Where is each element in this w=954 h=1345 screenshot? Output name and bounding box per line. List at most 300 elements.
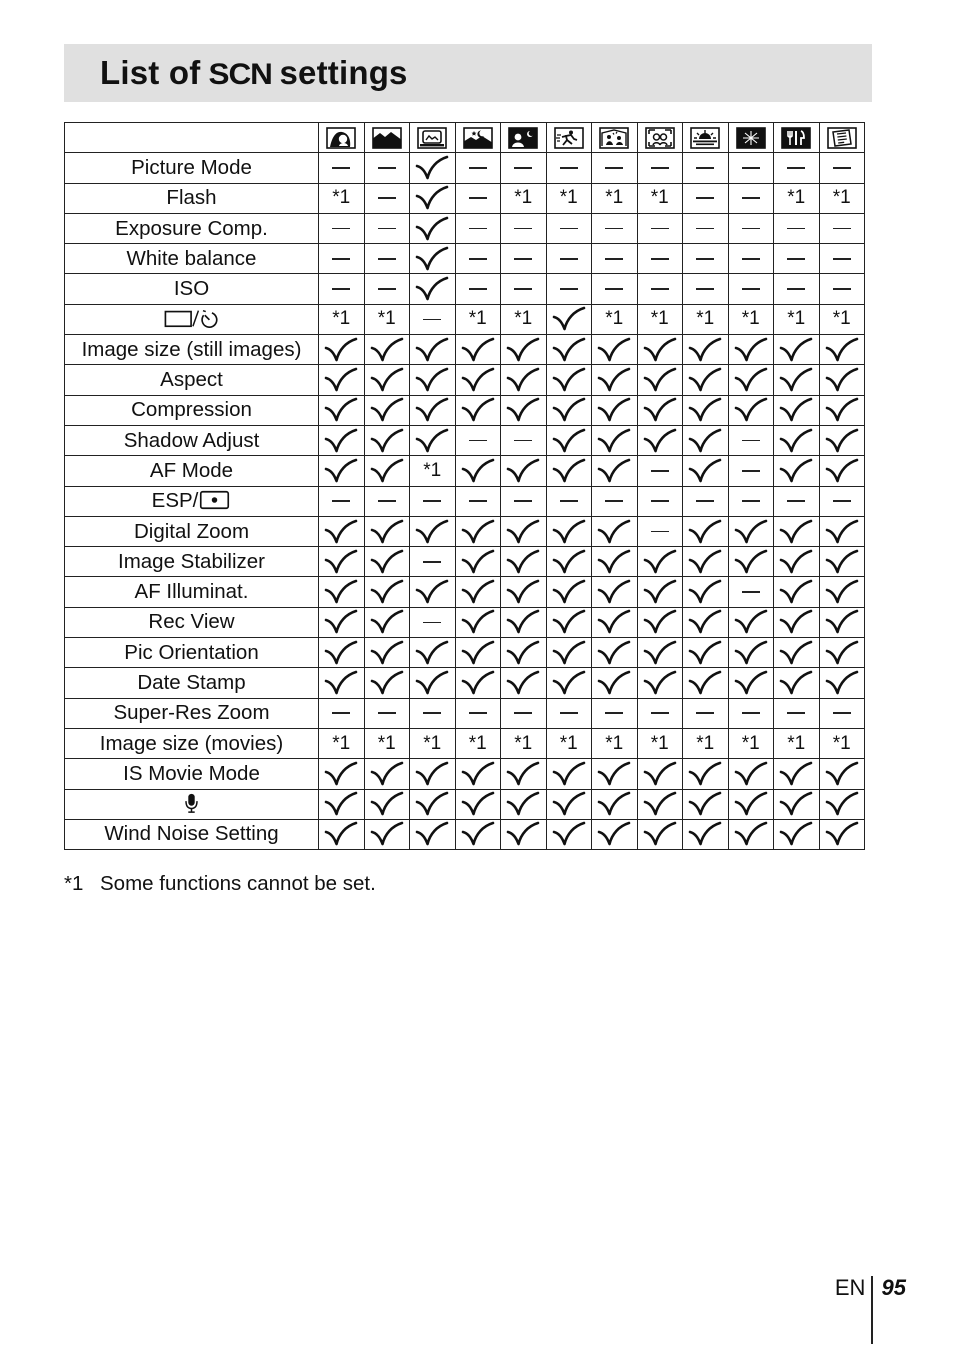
cell-unavailable bbox=[501, 425, 547, 455]
check-mark-icon bbox=[461, 791, 495, 817]
cell-unavailable bbox=[728, 425, 774, 455]
check-mark-icon bbox=[461, 670, 495, 696]
dash-mark bbox=[833, 712, 851, 714]
row-label bbox=[65, 638, 319, 668]
cell-note bbox=[637, 183, 683, 213]
check-mark-icon bbox=[688, 367, 722, 393]
cell-available bbox=[546, 607, 592, 637]
cell-available bbox=[728, 789, 774, 819]
cell-available bbox=[410, 577, 456, 607]
dash-mark bbox=[469, 197, 487, 199]
cell-available bbox=[774, 819, 820, 849]
check-mark-icon bbox=[643, 640, 677, 666]
cell-available bbox=[728, 759, 774, 789]
cell-available bbox=[728, 607, 774, 637]
cell-available bbox=[455, 577, 501, 607]
hand-held-starlight-icon bbox=[417, 127, 447, 149]
dash-mark bbox=[332, 258, 350, 260]
cell-unavailable bbox=[592, 244, 638, 274]
check-mark-icon bbox=[506, 458, 540, 484]
dash-mark bbox=[833, 228, 851, 230]
cell-available bbox=[319, 759, 365, 789]
cell-available bbox=[683, 668, 729, 698]
cell-available bbox=[637, 759, 683, 789]
cell-unavailable bbox=[410, 547, 456, 577]
dash-mark bbox=[378, 712, 396, 714]
cell-unavailable bbox=[455, 698, 501, 728]
dash-mark bbox=[378, 258, 396, 260]
dash-mark bbox=[378, 228, 396, 230]
dash-mark bbox=[651, 470, 669, 472]
check-mark-icon bbox=[779, 549, 813, 575]
cell-available bbox=[683, 516, 729, 546]
cell-available bbox=[455, 668, 501, 698]
table-row bbox=[65, 516, 865, 546]
table-row bbox=[65, 304, 865, 334]
dash-mark bbox=[833, 288, 851, 290]
check-mark-icon bbox=[324, 337, 358, 363]
cell-available bbox=[319, 638, 365, 668]
scn-settings-table bbox=[64, 122, 865, 850]
row-label-text: AF Illuminat. bbox=[134, 580, 249, 604]
cell-available bbox=[774, 425, 820, 455]
landscape-scene-icon bbox=[372, 127, 402, 149]
cell-available bbox=[819, 395, 865, 425]
cell-available bbox=[592, 577, 638, 607]
check-mark-icon bbox=[779, 821, 813, 847]
cell-available bbox=[637, 819, 683, 849]
cell-available bbox=[455, 335, 501, 365]
portrait-scene-icon bbox=[326, 127, 356, 149]
table-body bbox=[65, 153, 865, 850]
cell-available bbox=[455, 456, 501, 486]
footnote-ref: *1 bbox=[468, 732, 487, 754]
fireworks-scene-icon bbox=[736, 127, 766, 149]
cell-available bbox=[592, 819, 638, 849]
check-mark-icon bbox=[825, 821, 859, 847]
dash-mark bbox=[651, 712, 669, 714]
cell-unavailable bbox=[319, 486, 365, 516]
check-mark-icon bbox=[734, 791, 768, 817]
cell-available bbox=[774, 638, 820, 668]
check-mark-icon bbox=[643, 397, 677, 423]
table-row bbox=[65, 244, 865, 274]
row-label bbox=[65, 304, 319, 334]
dash-mark bbox=[605, 288, 623, 290]
check-mark-icon bbox=[370, 579, 404, 605]
row-label-text: IS Movie Mode bbox=[123, 761, 260, 785]
cell-available bbox=[501, 577, 547, 607]
dash-mark bbox=[787, 167, 805, 169]
cell-unavailable bbox=[364, 274, 410, 304]
dash-mark bbox=[332, 500, 350, 502]
cell-unavailable bbox=[546, 213, 592, 243]
check-mark-icon bbox=[461, 397, 495, 423]
cell-available bbox=[774, 607, 820, 637]
cell-available bbox=[592, 607, 638, 637]
cell-unavailable bbox=[364, 153, 410, 183]
check-mark-icon bbox=[461, 549, 495, 575]
check-mark-icon bbox=[415, 337, 449, 363]
check-mark-icon bbox=[370, 549, 404, 575]
table-row bbox=[65, 335, 865, 365]
cell-unavailable bbox=[819, 274, 865, 304]
check-mark-icon bbox=[324, 640, 358, 666]
cell-available bbox=[683, 547, 729, 577]
cell-unavailable bbox=[819, 698, 865, 728]
cell-unavailable bbox=[319, 274, 365, 304]
check-mark-icon bbox=[461, 519, 495, 545]
check-mark-icon bbox=[415, 670, 449, 696]
dash-mark bbox=[560, 258, 578, 260]
row-label-text: White balance bbox=[126, 246, 257, 270]
dash-mark bbox=[696, 258, 714, 260]
cell-available bbox=[546, 759, 592, 789]
check-mark-icon bbox=[825, 670, 859, 696]
cell-available bbox=[819, 547, 865, 577]
cell-unavailable bbox=[774, 486, 820, 516]
cell-available bbox=[592, 395, 638, 425]
cell-note bbox=[637, 304, 683, 334]
table-header-row bbox=[65, 123, 865, 153]
column-header bbox=[546, 123, 592, 153]
footnote-ref: *1 bbox=[514, 308, 533, 330]
cell-note bbox=[819, 304, 865, 334]
check-mark-icon bbox=[779, 519, 813, 545]
dash-mark bbox=[560, 167, 578, 169]
cell-available bbox=[774, 516, 820, 546]
check-mark-icon bbox=[415, 185, 449, 211]
check-mark-icon bbox=[415, 791, 449, 817]
cell-available bbox=[410, 819, 456, 849]
row-label bbox=[65, 486, 319, 516]
cell-available bbox=[774, 759, 820, 789]
footnote bbox=[64, 872, 376, 896]
dash-mark bbox=[742, 712, 760, 714]
footnote-ref: *1 bbox=[559, 187, 578, 209]
dash-mark bbox=[378, 288, 396, 290]
cell-note bbox=[410, 456, 456, 486]
row-label bbox=[65, 516, 319, 546]
dash-mark bbox=[696, 288, 714, 290]
night-scene-icon bbox=[463, 127, 493, 149]
cell-note bbox=[319, 183, 365, 213]
footnote-ref: *1 bbox=[832, 732, 851, 754]
check-mark-icon bbox=[597, 367, 631, 393]
column-header bbox=[728, 123, 774, 153]
check-mark-icon bbox=[688, 579, 722, 605]
dash-mark bbox=[605, 167, 623, 169]
cell-available bbox=[364, 456, 410, 486]
dash-mark bbox=[605, 500, 623, 502]
row-label bbox=[65, 335, 319, 365]
check-mark-icon bbox=[506, 579, 540, 605]
check-mark-icon bbox=[552, 519, 586, 545]
check-mark-icon bbox=[688, 761, 722, 787]
cell-available bbox=[546, 395, 592, 425]
check-mark-icon bbox=[415, 397, 449, 423]
cell-available bbox=[455, 819, 501, 849]
check-mark-icon bbox=[643, 761, 677, 787]
dash-mark bbox=[651, 228, 669, 230]
cell-unavailable bbox=[592, 486, 638, 516]
table-row bbox=[65, 577, 865, 607]
footnote-ref: *1 bbox=[741, 732, 760, 754]
check-mark-icon bbox=[370, 428, 404, 454]
cell-unavailable bbox=[774, 153, 820, 183]
dash-mark bbox=[787, 500, 805, 502]
dash-mark bbox=[469, 288, 487, 290]
documents-scene-icon bbox=[827, 127, 857, 149]
dash-mark bbox=[696, 228, 714, 230]
check-mark-icon bbox=[506, 761, 540, 787]
cell-note bbox=[592, 183, 638, 213]
cuisine-scene-icon bbox=[781, 127, 811, 149]
check-mark-icon bbox=[643, 609, 677, 635]
cell-note bbox=[819, 728, 865, 758]
check-mark-icon bbox=[779, 640, 813, 666]
check-mark-icon bbox=[415, 428, 449, 454]
check-mark-icon bbox=[825, 549, 859, 575]
dash-mark bbox=[378, 167, 396, 169]
check-mark-icon bbox=[552, 367, 586, 393]
check-mark-icon bbox=[324, 821, 358, 847]
cell-unavailable bbox=[592, 274, 638, 304]
cell-available bbox=[319, 607, 365, 637]
cell-unavailable bbox=[546, 486, 592, 516]
dash-mark bbox=[787, 712, 805, 714]
cell-unavailable bbox=[364, 183, 410, 213]
check-mark-icon bbox=[370, 761, 404, 787]
table-row bbox=[65, 153, 865, 183]
check-mark-icon bbox=[597, 519, 631, 545]
cell-available bbox=[683, 365, 729, 395]
check-mark-icon bbox=[734, 640, 768, 666]
dash-mark bbox=[605, 712, 623, 714]
check-mark-icon bbox=[825, 609, 859, 635]
title-suffix: settings bbox=[279, 54, 408, 91]
cell-available bbox=[819, 668, 865, 698]
dash-mark bbox=[833, 167, 851, 169]
check-mark-icon bbox=[825, 337, 859, 363]
cell-available bbox=[592, 547, 638, 577]
check-mark-icon bbox=[461, 337, 495, 363]
cell-available bbox=[728, 547, 774, 577]
check-mark-icon bbox=[506, 519, 540, 545]
dash-mark bbox=[469, 258, 487, 260]
row-label bbox=[65, 153, 319, 183]
cell-unavailable bbox=[728, 274, 774, 304]
cell-available bbox=[546, 425, 592, 455]
cell-available bbox=[728, 335, 774, 365]
table-row bbox=[65, 759, 865, 789]
dash-mark bbox=[787, 228, 805, 230]
cell-available bbox=[819, 425, 865, 455]
dash-mark bbox=[514, 228, 532, 230]
cell-available bbox=[410, 183, 456, 213]
row-label bbox=[65, 728, 319, 758]
cell-available bbox=[410, 153, 456, 183]
check-mark-icon bbox=[688, 397, 722, 423]
cell-available bbox=[455, 759, 501, 789]
column-header bbox=[592, 123, 638, 153]
row-label-text: Image size (movies) bbox=[99, 731, 284, 755]
footnote-ref: *1 bbox=[832, 187, 851, 209]
check-mark-icon bbox=[779, 609, 813, 635]
row-label bbox=[65, 698, 319, 728]
table-row bbox=[65, 668, 865, 698]
check-mark-icon bbox=[688, 549, 722, 575]
column-header bbox=[774, 123, 820, 153]
check-mark-icon bbox=[643, 428, 677, 454]
check-mark-icon bbox=[415, 640, 449, 666]
cell-unavailable bbox=[319, 213, 365, 243]
cell-available bbox=[819, 638, 865, 668]
check-mark-icon bbox=[597, 761, 631, 787]
check-mark-icon bbox=[370, 670, 404, 696]
check-mark-icon bbox=[461, 458, 495, 484]
table-row bbox=[65, 698, 865, 728]
cell-unavailable bbox=[455, 425, 501, 455]
check-mark-icon bbox=[324, 367, 358, 393]
dash-mark bbox=[423, 319, 441, 321]
cell-available bbox=[592, 638, 638, 668]
dash-mark bbox=[514, 440, 532, 442]
cell-available bbox=[501, 819, 547, 849]
cell-available bbox=[410, 759, 456, 789]
dash-mark bbox=[469, 500, 487, 502]
column-header bbox=[319, 123, 365, 153]
row-label bbox=[65, 607, 319, 637]
cell-note bbox=[683, 304, 729, 334]
dash-mark bbox=[742, 228, 760, 230]
row-label bbox=[65, 425, 319, 455]
check-mark-icon bbox=[324, 397, 358, 423]
dash-mark bbox=[742, 258, 760, 260]
check-mark-icon bbox=[825, 367, 859, 393]
check-mark-icon bbox=[324, 458, 358, 484]
cell-available bbox=[592, 335, 638, 365]
table-row bbox=[65, 607, 865, 637]
cell-available bbox=[637, 668, 683, 698]
check-mark-icon bbox=[688, 791, 722, 817]
table-row bbox=[65, 456, 865, 486]
row-label-text: ESP/ bbox=[151, 489, 199, 513]
cell-available bbox=[546, 638, 592, 668]
table-row bbox=[65, 365, 865, 395]
check-mark-icon bbox=[825, 640, 859, 666]
check-mark-icon bbox=[597, 549, 631, 575]
check-mark-icon bbox=[643, 367, 677, 393]
footnote-ref: *1 bbox=[605, 187, 624, 209]
cell-unavailable bbox=[319, 244, 365, 274]
column-header bbox=[455, 123, 501, 153]
dash-mark bbox=[651, 500, 669, 502]
cell-unavailable bbox=[364, 486, 410, 516]
row-label-text: Aspect bbox=[160, 368, 223, 392]
table-row bbox=[65, 728, 865, 758]
check-mark-icon bbox=[779, 367, 813, 393]
cell-note bbox=[637, 728, 683, 758]
check-mark-icon bbox=[552, 337, 586, 363]
cell-available bbox=[546, 516, 592, 546]
row-label bbox=[65, 668, 319, 698]
table-row bbox=[65, 183, 865, 213]
cell-available bbox=[819, 607, 865, 637]
self-portrait-icon bbox=[645, 127, 675, 149]
row-label-text: Date Stamp bbox=[137, 670, 246, 694]
cell-available bbox=[501, 516, 547, 546]
cell-note bbox=[592, 728, 638, 758]
cell-available bbox=[410, 638, 456, 668]
check-mark-icon bbox=[597, 458, 631, 484]
cell-available bbox=[819, 819, 865, 849]
check-mark-icon bbox=[552, 306, 586, 332]
cell-available bbox=[683, 607, 729, 637]
check-mark-icon bbox=[552, 428, 586, 454]
column-header bbox=[683, 123, 729, 153]
check-mark-icon bbox=[552, 458, 586, 484]
cell-available bbox=[774, 547, 820, 577]
dash-mark bbox=[696, 712, 714, 714]
sport-scene-icon bbox=[554, 127, 584, 149]
cell-unavailable bbox=[683, 486, 729, 516]
cell-available bbox=[637, 638, 683, 668]
dash-mark bbox=[651, 167, 669, 169]
cell-available bbox=[683, 425, 729, 455]
check-mark-icon bbox=[370, 337, 404, 363]
dash-mark bbox=[742, 288, 760, 290]
check-mark-icon bbox=[825, 397, 859, 423]
check-mark-icon bbox=[370, 458, 404, 484]
cell-unavailable bbox=[637, 244, 683, 274]
cell-note bbox=[501, 728, 547, 758]
cell-available bbox=[683, 759, 729, 789]
cell-available bbox=[455, 365, 501, 395]
title-bar bbox=[64, 44, 872, 102]
row-label-text: ISO bbox=[173, 277, 210, 301]
cell-available bbox=[455, 516, 501, 546]
check-mark-icon bbox=[734, 549, 768, 575]
check-mark-icon bbox=[597, 791, 631, 817]
dash-mark bbox=[423, 622, 441, 624]
check-mark-icon bbox=[324, 670, 358, 696]
check-mark-icon bbox=[734, 821, 768, 847]
cell-unavailable bbox=[364, 698, 410, 728]
dash-mark bbox=[696, 197, 714, 199]
cell-unavailable bbox=[592, 213, 638, 243]
cell-available bbox=[319, 668, 365, 698]
check-mark-icon bbox=[415, 519, 449, 545]
row-label bbox=[65, 183, 319, 213]
cell-unavailable bbox=[637, 153, 683, 183]
row-label bbox=[65, 244, 319, 274]
cell-available bbox=[546, 365, 592, 395]
cell-available bbox=[319, 395, 365, 425]
check-mark-icon bbox=[825, 458, 859, 484]
cell-note bbox=[455, 304, 501, 334]
cell-note bbox=[501, 183, 547, 213]
check-mark-icon bbox=[415, 216, 449, 242]
cell-available bbox=[410, 335, 456, 365]
cell-available bbox=[364, 819, 410, 849]
cell-available bbox=[410, 789, 456, 819]
cell-note bbox=[546, 728, 592, 758]
check-mark-icon bbox=[415, 579, 449, 605]
cell-unavailable bbox=[819, 486, 865, 516]
check-mark-icon bbox=[643, 821, 677, 847]
dash-mark bbox=[742, 500, 760, 502]
